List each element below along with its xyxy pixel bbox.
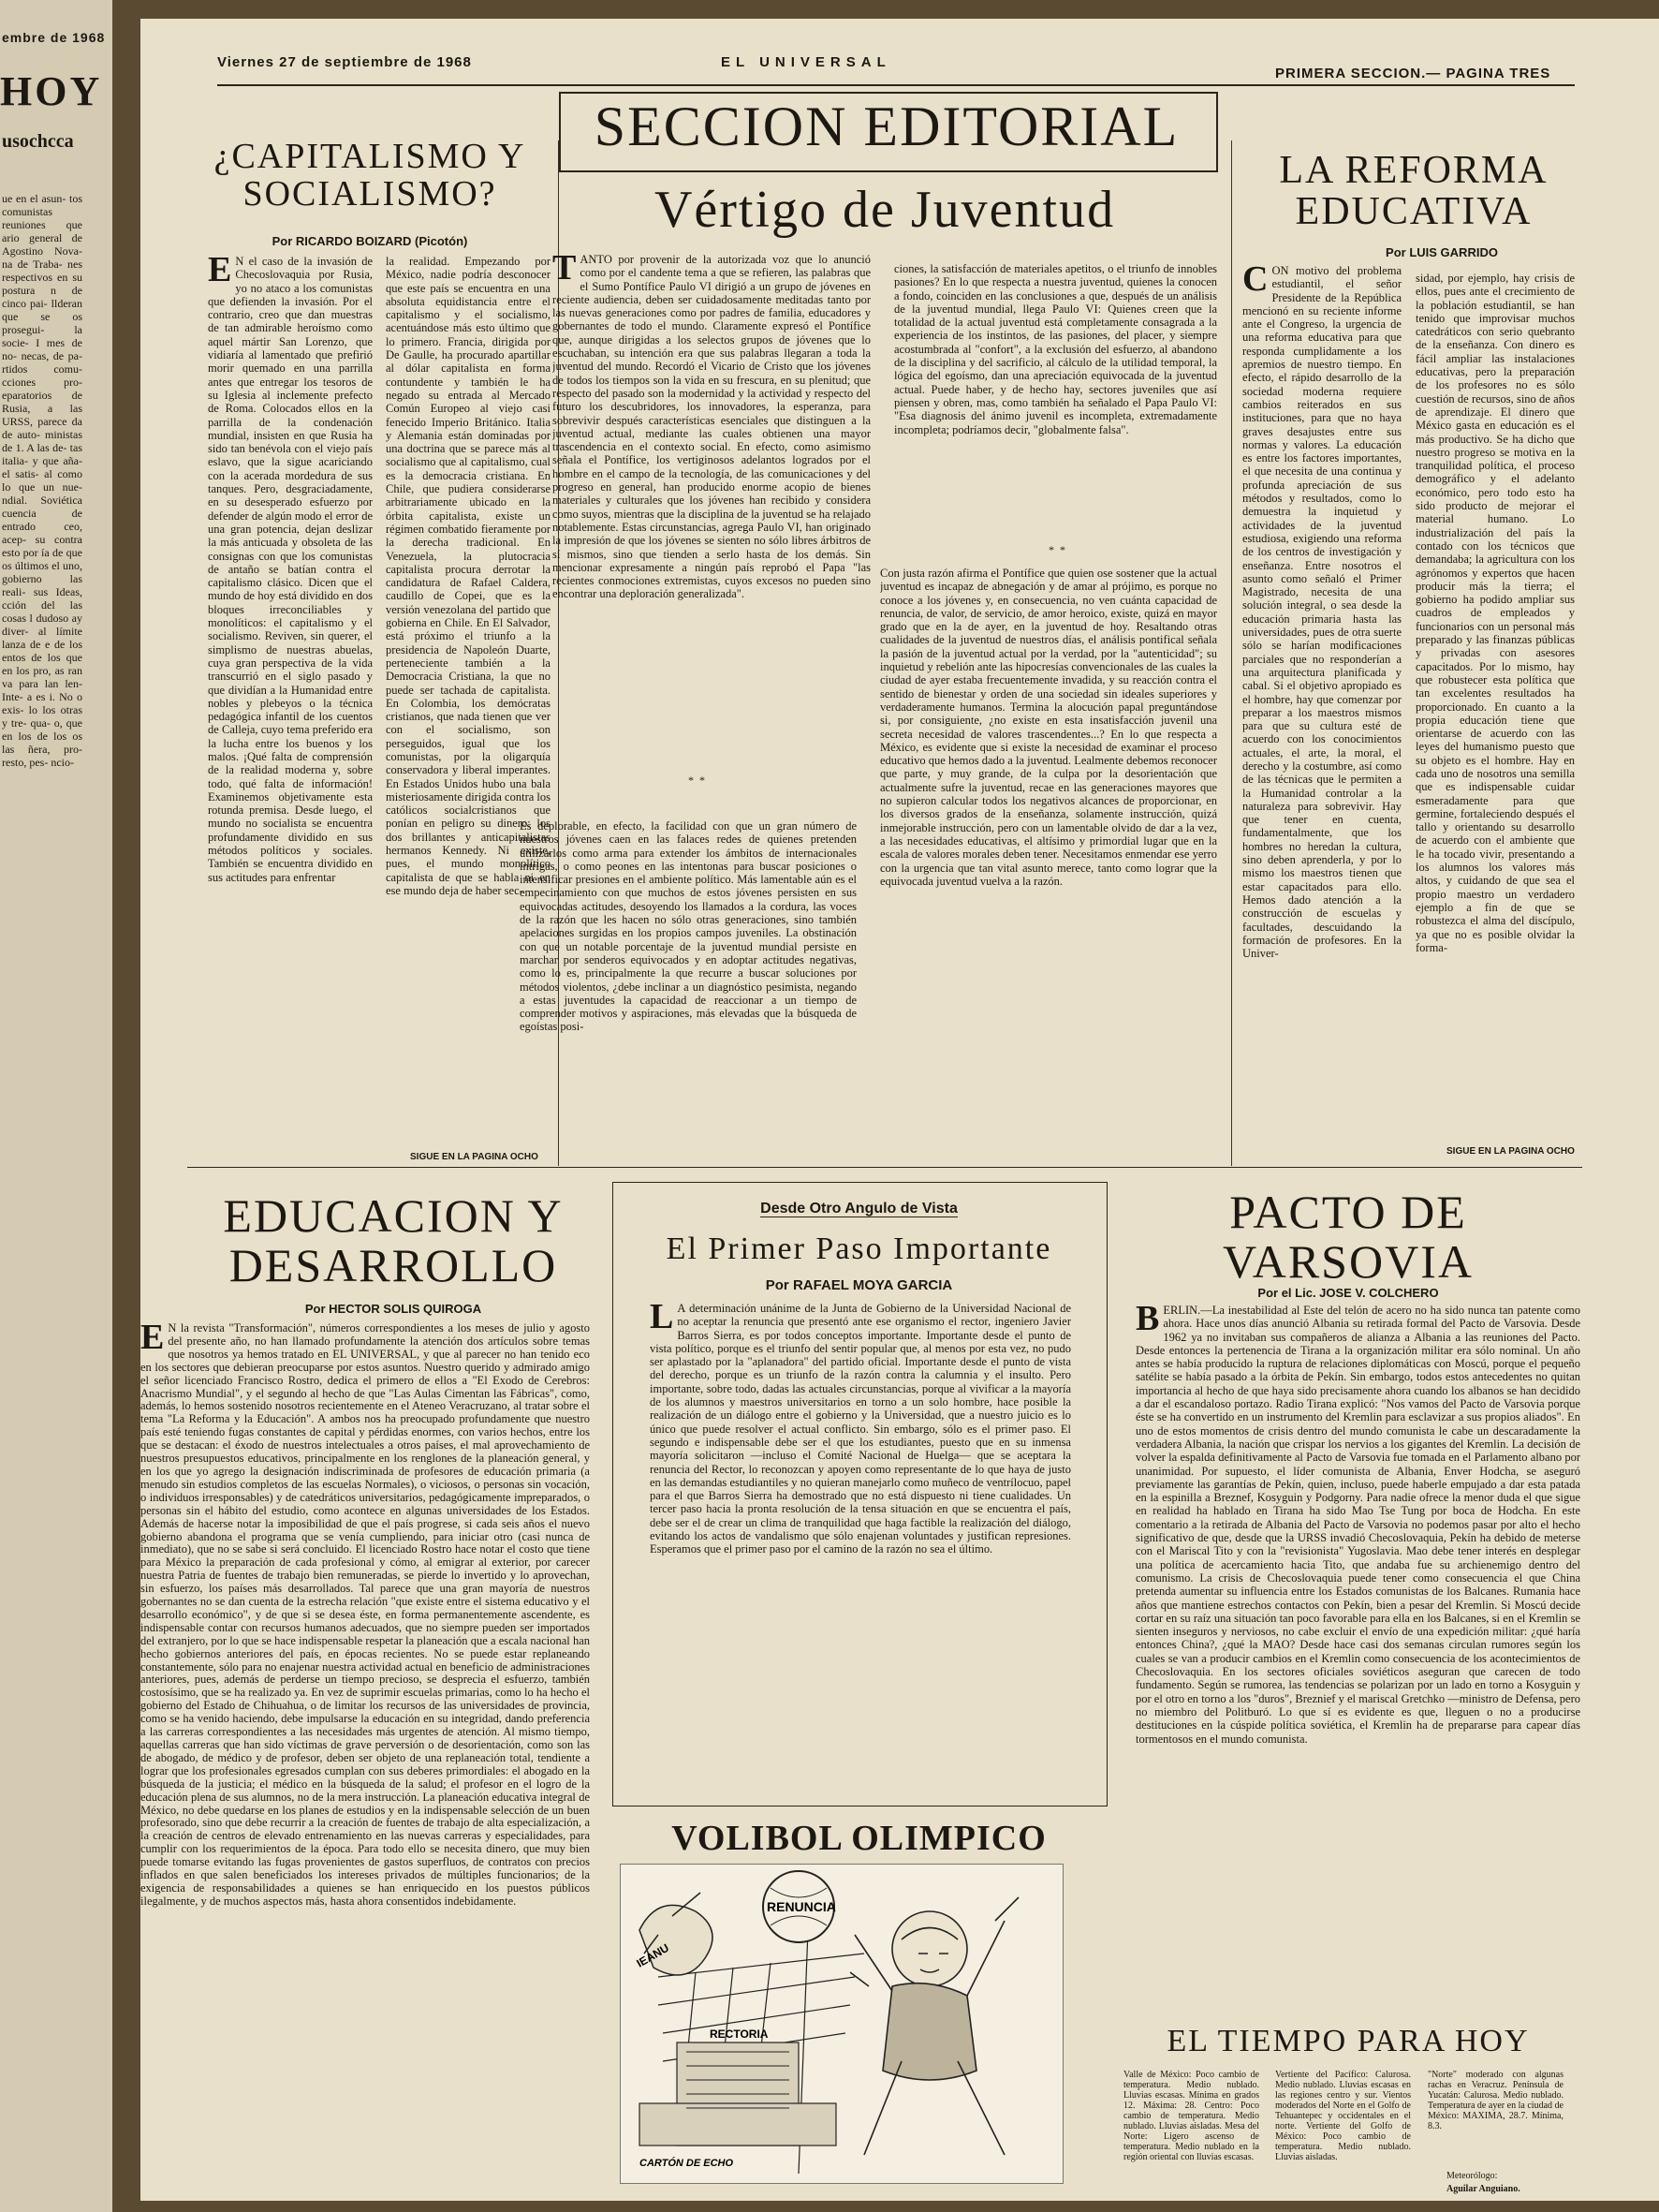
volibol-title: VOLIBOL OLIMPICO — [671, 1819, 1047, 1858]
pacto-body: BERLIN.—La inestabilidad al Este del telón de acero no ha sido nunca tan patente como ahora. Hace unos días anunció Albania su retirada formal del Pacto de Varsovia. Desde 1962 ya no invitaban sus compañeros de alianza a Albania a las reuniones del Pacto. Desde entonces la pertenencia de Tirana a la organización militar era sólo nominal. Un año antes se había producido la ruptura de relaciones diplomáticas con Moscú, porque el pequeño satélite se había pasado a la órbita de Pekín. Sin embargo, todos estos antecedentes no quitan importancia al hecho de que haya sido precisamente ahora cuando los albanos se han decidido a dar el escandaloso portazo. Radio Tirana explicó: "Nos vamos del Pacto de Varsovia porque éste se ha convertido en un instrumento del Kremlin para esclavizar a sus propios aliados". En uno de estos momentos de crisis dentro del mundo comunista le cabe un descaradamente la verdadera Albania, la nación que crispar los nervios a los gigantes del Kremlin. La decisión de volver la espalda definitivamente al Pacto de Varsovia fue tomada en el Parlamento albano por unanimidad. Por supuesto, el líder comunista de Albania, Enver Hodcha, se aseguró previamente las garantías de Pekín, quien, incluso, puede haberle empujado a dar esta patada en la espinilla a Breznef, Kosyguin y Podgorny. Para nadie ofrece la menor duda el que sigue en realidad ha hablado en Tirana ha sido Mao Tse Tung por boca de Hodcha. En este comentario a la retirada de Albania del Pacto de Varsovia no podemos pasar por alto el hecho significativo de que, desde que la URSS invadió Checoslovaquia, Pekín ha debido de meterse con el Mariscal Tito y con la "revisionista" Yugoslavia. Mao debe tener interés en desplegar una política de acercamiento hacia Tito, que andaba fue su archienemigo dentro del comunismo. La crisis de Checoslovaquia puede tener como consecuencia el que China pretenda aumentar su influencia entre los Estados comunistas de los Balcanes. Rumania hace años que mantiene estrechos contactos con Pekín, bien a pesar del Kremlin. Si Moscú decide cortar en su raíz una situación tan poco favorable para ella en los Balcanes, si en el Kremlin se sienten inseguros y nerviosos, no cabe excluir el envío de una expedición militar: ¿qué haría entonces China?, ¿qué la MAO? Desde hace casi dos semanas circulan rumores según los cuales se van a producir cambios en el Kremlin como consecuencia de los acontecimientos de Checoslovaquia. En los sectores oficiales soviéticos aseguran que carecen de todo fundamento. Según se rumorea, las tendencias se polarizan por un lado en torno a Kosyguin y por el otro en torno a los "duros", Breznief y el mariscal Gretchko —ministro de Defensa, pero no miembro del Politburó. Lo que sí es evidente es que, lleguen o no a producirse destituciones en la cúspide política soviética, el Kremlin ha de prepararse para capear días tormentosos en el mundo comunista. — [1136, 1304, 1580, 1746]
section-asterisks: * * — [1049, 543, 1065, 556]
cartoon-drawing — [621, 1865, 1063, 2183]
strip-text: ue en el asun- tos comunistas reuniones que ario general de Agostino Nova- na de Traba- nes respectivos en su postura n de cinco pai- llderan que se os prosegui- la socie- I mes de no- necas, de pa- rtidos comu- cciones pro- eparatorios de Rusia, a las URSS, parece da de auto- ministas de 1. A las de- tas italia- y que aña- el satis- al como lo que un nue- ndial. Soviética cuencia de entrado ceo, acep- su contra esto por ía de que os últimos el uno, gobierno las reali- sus Ideas, cción del las cosas l dudoso ay diver- al límite lanza de e de los entos de los que en los pro, as ran va para lan len- Inte- a es i. No o exis- lo los otras y tre- qua- o, que en los de los os las ñera, pro- resto, pes- ncio- — [2, 192, 82, 769]
tiempo-column-2: Vertiente del Pacífico: Calurosa. Medio nublado. Lluvias escasas en las regiones centro y sur. Vientos moderados del Norte en el Golfo de Tehuantepec y occidentales en el norte. Vertiente del Golfo de México: Poco cambio de temperatura. Medio nublado. Lluvias aisladas. — [1275, 2070, 1411, 2162]
header-rule — [217, 84, 1575, 86]
ball-renuncia — [763, 1871, 836, 1942]
cartoon-signature: CARTÓN DE ECHO — [639, 2158, 734, 2169]
masthead-title: SECCION EDITORIAL — [594, 96, 1180, 157]
tiempo-title: EL TIEMPO PARA HOY — [1167, 2024, 1530, 2058]
pacto-byline: Por el Lic. JOSE V. COLCHERO — [1257, 1286, 1439, 1300]
vertigo-column-1: TANTO por provenir de la autorizada voz que lo anunció como por el candente tema a que se refieren, las palabras que el Sumo Pontífice Paulo VI dirigió a un grupo de jóvenes en reciente audiencia, deben ser cuidadosamente meditadas tanto por las nuevas generaciones como por padres de familia, educadores y gobernantes de todo el mundo. Claramente expresó el Pontífice que, aunque dirigidas a los selectos grupos de jóvenes que lo escuchaban, su intención era que sus palabras llegaran a toda la juventud del mundo. Recordó el Vicario de Cristo que los jóvenes de todos los tiempos son la vida en su frescura, en su plenitud; que respecto del pasado son la modernidad y la actividad y respecto del futuro los descubridores, los innovadores, la esperanza, para sobrevivir después características esenciales que distinguen a la juventud actual, mediante las cuales obtienen una mayor trascendencia en el contexto social. En efecto, como asimismo señala el Pontífice, los vertiginosos adelantos logrados por el hombre en el campo de la tecnología, de las comunicaciones y del progreso en general, han producido enorme acopio de bienes materiales y culturales que los jóvenes han recibido y considera como suyos, mientras que la disciplina de la juventud se ha relajado notablemente. Estas circunstancias, agrega Paulo VI, han originado la impresión de que los jóvenes se sienten no sólo libres árbitros de sí mismos, sino que tienden a serlo hasta de los demás. Sin mencionar expresamente a ningún país reprobó el Papa "las recientes conmociones extremistas, cuyos excesos no pueden sino encontrar una deploración generalizada". — [552, 253, 871, 601]
tiempo-column-3: "Norte" moderado con algunas rachas en Veracruz. Península de Yucatán: Calurosa. Medio nublado. Temperatura de ayer en la ciudad de México: MAXIMA, 28.7. Mínima, 8.3. — [1428, 2070, 1564, 2131]
reforma-column-2: sidad, por ejemplo, hay crisis de ellos, pues ante el crecimiento de la población estudiantil, se han tenido que improvisar muchos catedráticos con serio quebranto de la enseñanza. Con dinero es fácil ampliar las instalaciones educativas, pero la preparación de los profesores no es sólo cuestión de recursos, sino de años de aprendizaje. El dinero que México gasta en educación es el más productivo. Se ha dicho que nuestro progreso se motiva en la tranquilidad política, el proceso demográfico y el adelanto económico, pero todo esto ha sido producto de mejorar el material humano. Lo industrialización del país la contado con los técnicos que demandaba; la agricultura con los agrónomos y expertos que hacen producir más la tierra; el gobierno ha podido ampliar sus cuadros de empleados y funcionarios con un personal más preparado y las finanzas públicas y privadas con asesores capacitados. Por lo mismo, hay que robustecer esta política que tan excelentes resultados ha proporcionado. En cuanto a la propia educación tiene que orientarse de acuerdo con las leyes del humanismo puesto que su objeto es el hombre. Hay en cada uno de nosotros una semilla que es indispensable cuidar esmeradamente para que germine, fortaleciendo después el tallo y orientando su desarrollo de acuerdo con el ambiente que le ha tocado vivir, presentando a los alumnos los valores más altos, y cuidando de que sea el propio maestro un verdadero ejemplo a fin de que se robustezca el alma del discípulo, ya que no es posible olvidar la forma- — [1416, 272, 1575, 954]
reforma-continued: SIGUE EN LA PAGINA OCHO — [1446, 1146, 1575, 1157]
reforma-title: LA REFORMA EDUCATIVA — [1279, 149, 1549, 234]
header-paper-name: EL UNIVERSAL — [721, 54, 891, 70]
horizontal-divider — [187, 1167, 1582, 1168]
capitalismo-title: ¿CAPITALISMO Y SOCIALISMO? — [213, 137, 526, 214]
pacto-title: PACTO DE VARSOVIA — [1223, 1186, 1474, 1288]
vertigo-column-3: Es deplorable, en efecto, la facilidad con que un gran número de nuestros jóvenes caen en las falaces redes de quienes pretenden utilizarlos como arma para extender los ámbitos de internacionales intrigas, o como peones en las intentonas para buscar posiciones o intensificar presiones en el ambiente político. Más lamentable aún es el empecinamiento con que muchos de estos jóvenes persisten en sus equivocadas actitudes, desoyendo los llamados a la cordura, las voces de la razón que les hacen no sólo otras generaciones, sino también apelaciones surgidas en los propios campos juveniles. La obstinación con que un notable porcentaje de la juventud mundial persiste en marchar por senderos equivocados y en adoptar actitudes negativas, como lo es, principalmente la que recurre a buscar soluciones por métodos violentos, ¿debe inclinar a un diagnóstico pesimista, negando a estas juventudes la capacidad de reaccionar a un tiempo de comprender motivos y aspiraciones, más elevadas que la búsqueda de egoístas posi- — [520, 819, 857, 1034]
strip-headline: HOY — [0, 68, 103, 114]
vertigo-column-4: Con justa razón afirma el Pontífice que quien ose sostener que la actual juventud es incapaz de abnegación y de amar al prójimo, es porque no conoce a los jóvenes y, en consecuencia, no ven cuánta capacidad de renuncia, de valor, de servicio, de amor heroico, existe, quizá en mayor grado que en la de ayer, en la juventud de hoy. Resaltando otras cualidades de la juventud de nuestros días, el análisis pontifical señala la pasión de la juventud actual por la verdad, por la "autenticidad"; su inquietud y rebelión ante las hipocresías convencionales de las cuales la ciudad de ayer estaba frecuentemente invadida, y su reacción contra el sentido de bienestar y orden de una sociedad sin ideales superiores y verdaderamente humanos. Termina la alocución papal preguntándose si, por consiguiente, ¿no existe en esta insatisfacción juvenil una secreta necesidad de valores trascendentes...? En lo que respecta a México, es evidente que si existe la necesidad de examinar el proceso educativo que hemos dado a la juventud. Lealmente debemos reconocer que parte, y muy grande, de la culpa por la desorientación que actualmente sufre la juventud, recae en las generaciones mayores que no supieron calcular todos los negativos alcances de proporcionar, en los diversos grados de la enseñanza, solamente instrucción, quizá inmejorable instrucción, pero con un lamentable olvido de dar a la vez, a las necesidades educativas, el altísimo y primordial lugar que en la escala de valores morales deben tener. Necesitamos enmendar ese yerro con la urgencia que tan vital asunto merece, tanto como lograr que la equivocada juventud vuelva a la razón. — [880, 567, 1217, 888]
tiempo-credit-label: Meteorólogo: — [1446, 2171, 1498, 2181]
strip-date: embre de 1968 — [2, 30, 106, 45]
educacion-body: EN la revista "Transformación", números correspondientes a los meses de julio y agosto del presente año, no han llamado profundamente la atención dos artículos sobre temas que nosotros ya hemos tratado en EL UNIVERSAL, y que al parecer no han tenido eco en los sectores que debieran preocuparse por estos asuntos. Nuestro querido y admirado amigo el señor licenciado Francisco Rostro, dedica el primero de ellos a "El Exodo de Cerebros: Anacrismo Mundial", y el segundo al hecho de que "Las Aulas Cimentan las Fábricas", como, además, lo hemos sostenido nosotros recientemente en el Ateneo Veracruzano, al tratar sobre el tema "La Reforma y la Educación". A ambos nos ha preocupado profundamente que nuestro país esté teniendo fugas constantes de capital y pérdidas enormes, con varios hechos, entre los que se destacan: el éxodo de nuestros intelectuales a otros países, el mal aprovechamiento de nuestros presupuestos educativos, principalmente en los renglones de la planeación general, y en los que yo agrego la designación indiscriminada de profesores de educación primaria (a menudo sin estudios completos de las escuelas Normales), o viciosos, o personas sin vocación, o individuos irresponsables) y de catedráticos universitarios, pedagógicamente impreparados, o personas sin el hábito del estudio, como acontece en algunas universidades de los Estados. Además de hacerse notar la imposibilidad de que el país progrese, si cada seis años el nuevo gobierno abandona el programa que se venía cumpliendo, para iniciar otro (casi nunca de inmediato), que no se sabe si será concluido. El licenciado Rostro hace notar el costo que tiene para México la preparación de cada profesional y cómo, al emigrar al exterior, por carecer nuestra Patria de fuentes de trabajo bien remuneradas, se pierde lo invertido y lo aprovechan, sin esfuerzo, los países más desarrollados. Tal parece que una gran mayoría de nuestros gobernantes no se dan cuenta de la estrecha relación "que existe entre el sistema educativo y el desarrollo económico", y de que si se desea éste, en forma permanentemente ascendente, es indispensable contar con recursos humanos adecuados, que no siempre pueden ser importados del extranjero, por lo que se hace indispensable respetar la planeación que a escala nacional han hecho gobiernos anteriores del país, en épocas recientes. No se puede estar replaneando constantemente, sólo para no enajenar nuestra actividad actual en beneficio de administraciones anteriores, pues, además de perderse un tiempo precioso, se desprecia el esfuerzo, también costosísimo, que se ha realizado ya. En vez de suprimir escuelas primarias, como lo ha hecho el gobierno del Estado de Chihuahua, o de limitar los recursos de las universidades de provincia, como se ha venido haciendo, debe impulsarse la educación en su integridad, dando preferencia a las carreras correspondientes a las necesidades más urgentes de atención. Al mismo tiempo, aquellas carreras que han sido víctimas de grave perversión o de desorientación, como son las de abogado, de médico y de profesor, deben ser objeto de una replaneación total, tendiente a lograr que los profesionales egresados cumplan con sus deberes primordiales: el abogado en la búsqueda de la justicia; el médico en la búsqueda de la salud; el profesor en el logro de la educación plena de sus alumnos, no de la mera instrucción. La planeación educativa integral de México, no debe quedarse en los planes de estudios y en la indispensable selección de un buen profesorado, sino que debe recurrir a la creación de fuentes de trabajo de alta especialización, a la creación de centros de elevado entrenamiento en las nuevas carreras y especialidades, para cumplir con los requerimientos de la época. Para todo ello se necesita dinero, que muy bien puede tomarse evitando las fugas provenientes de gastos superfluos, de contratos con precios inflados en que salen beneficiados los intereses privados de múltiples funcionarios; de la exigencia de responsabilidades a quienes se han enriquecido en los puestos públicos ilegalmente, y de muchos aspectos más, hasta ahora consentidos indebidamente. — [140, 1322, 590, 1908]
adjacent-page-strip — [0, 0, 112, 2212]
header-section: PRIMERA SECCION.— PAGINA TRES — [1275, 66, 1551, 81]
capitalismo-continued: SIGUE EN LA PAGINA OCHO — [410, 1152, 538, 1162]
tiempo-credit-name: Aguilar Anguiano. — [1446, 2184, 1520, 2194]
educacion-title: EDUCACION Y DESARROLLO — [223, 1189, 564, 1291]
tiempo-column-1: Valle de México: Poco cambio de temperatura. Medio nublado. Lluvias escasas. Mínima en grados 12. Máxima: 28. Centro: Poco cambio de temperatura. Medio nublado. Lluvias aisladas. Mesa del Norte: Ligero ascenso de temperatura. Medio nublado en la región oriental con lluvias escasas. — [1123, 2070, 1259, 2162]
column-divider — [1231, 140, 1232, 1166]
vertigo-title: Vértigo de Juventud — [653, 181, 1116, 239]
strip-subheadline: usochcca — [2, 131, 74, 152]
reforma-column-1: CON motivo del problema estudiantil, el señor Presidente de la República mencionó en su reciente informe ante el Congreso, la urgencia de una reforma educativa para que responda cumplidamente a los apremios de nuestro tiempo. En efecto, el rápido desarrollo de la sociedad moderna requiere cambios reiterados en sus instituciones, para que no haya graves desajustes entre sus normas y valores. La educación es entre los factores importantes, el que necesita de una continua y profunda apreciación de sus métodos y resultados, como lo demuestra la inquietud y actividades de la juventud estudiosa, exigiendo una reforma de los centros de investigación y enseñanza. Entre nosotros el asunto como señaló el Primer Magistrado, necesita de una solución integral, o sea desde la educación primaria hasta las universidades, pues de otra suerte sólo se harían modificaciones parciales que no responderían a una arquitectura planificada y cabal. Si el objetivo apropiado es el hombre, hay que comenzar por preparar a los maestros mismos para que su cultura esté de acuerdo con los conocimientos actuales, el arte, la moral, el derecho y la costumbre, así como de las técnicas que le permiten a la Humanidad controlar a la naturaleza para sobrevivir. Hay que tener en cuenta, fundamentalmente, que los hombres no heredan la cultura, sino deben aprenderla, y por lo mismo los maestros tienen que estar capacitados para ello. Hemos dado atención a la construcción de escuelas y facultades, descuidando la formación de profesores. En la Univer- — [1242, 264, 1402, 961]
primer-paso-body: LA determinación unánime de la Junta de Gobierno de la Universidad Nacional de no aceptar la renuncia que presentó ante ese organismo el rector, ingeniero Javier Barros Sierra, es por todos conceptos importante. Importante desde el punto de vista político, porque es el triunfo del sentir popular que, al menos por esta vez, no pudo ser aplastado por la "aplanadora" del partido oficial. Importante desde el punto de vista del derecho, porque es un triunfo de la razón contra la calumnia y el insulto. Pero importante, sobre todo, dadas las actuales circunstancias, porque al vivificar a la mayoría de los alumnos y maestros universitarios en torno a un solo hombre, hace posible la realización de un diálogo entre el gobierno y la Universidad, que a nuestro juicio es lo único que puede resolver el actual conflicto. Sin embargo, sólo es el primer paso. El segundo e indispensable debe ser el que los estudiantes, puesto que en su inmensa mayoría solicitaron —incluso el Comité Nacional de Huelga— que se aceptara la renuncia del Rector, lo reconozcan y apoyen como representante de lo que haya de justo en las demandas estudiantiles y no quieran manejarlo como muñeco de ventrílocuo, papel para el que Barros Sierra ha demostrado que no está dispuesto ni tiene cualidades. Un tercer paso hacia la pronta resolución de la tensa situación en que se encuentra el país, debe ser el de crear un clima de tranquilidad que haga factible la realización del diálogo, evitando los actos de vandalismo que sólo enajenan voluntades y justifican represiones. Esperamos que el primer paso por el camino de la razón no sea el último. — [650, 1302, 1071, 1556]
capitalismo-column-2: la realidad. Empezando por México, nadie podría desconocer que este país se encuentra en una absoluta equidistancia entre el capitalismo y el socialismo, acentuándose más esto último que lo primero. Francia, dirigida por De Gaulle, ha procurado apartillar al dólar capitalista en forma contundente y también le ha negado su entrada al Mercado Común Europeo al viejo casi fenecido Imperio Británico. Italia y Alemania están dominadas por una doctrina que se parece más al socialismo que al capitalismo, cual es la democracia cristiana. En Chile, que pudiera considerarse arbitrariamente ubicado en la órbita capitalista, existe un régimen combatido fieramente por la derecha tradicional. En Venezuela, la plutocracia capitalista procura derrotar la candidatura de Rafael Caldera, caudillo de Copei, que es la versión venezolana del partido que gobierna en Chile. En El Salvador, está próximo el triunfo a la presidencia de Napoleón Duarte, perteneciente también a la Democracia Cristiana, la que no puede ser tachada de capitalista. En Colombia, los demócratas cristianos, que nada tienen que ver con el socialismo, son perseguidos, igual que los comunistas, por la oligarquía conservadora y liberal imperantes. En Estados Unidos hubo una bala misteriosamente dirigida contra los católicos socialcristianos que ponían en peligro su dinero: los dos brillantes y anticapitalistas hermanos Kennedy. Ni existe, pues, el mundo monolítico capitalista de que se habla ni en ese mundo deja de haber sec- — [386, 255, 551, 897]
primer-paso-byline: Por RAFAEL MOYA GARCIA — [765, 1277, 953, 1293]
reforma-byline: Por LUIS GARRIDO — [1386, 245, 1498, 259]
educacion-byline: Por HECTOR SOLIS QUIROGA — [304, 1302, 482, 1316]
header-date: Viernes 27 de septiembre de 1968 — [217, 54, 472, 70]
capitalismo-byline: Por RICARDO BOIZARD (Picotón) — [272, 234, 468, 248]
renuncia-label: RENUNCIA — [767, 1899, 836, 1914]
volibol-cartoon — [620, 1864, 1064, 2184]
primer-paso-kicker: Desde Otro Angulo de Vista — [760, 1201, 958, 1217]
capitalismo-column-1: EN el caso de la invasión de Checoslovaquia por Rusia, yo no ataco a los comunistas que defienden la invasión. Por el contrario, creo que dan muestras de tan admirable heroísmo como aquel mártir San Lorenzo, que vidiaría al lamentado que prefirió morir quemado en una parrilla antes que entregar los tesoros de su Iglesia al inclemente prefecto de Roma. Colocados ellos en la parrilla de la condenación mundial, insisten en que Rusia ha sido tan benévola con el viejo país eslavo, que la sigue acariciando con la acerada mordedura de sus tanques. Pero, desgraciadamente, en su desesperado esfuerzo por defender de algún modo el error de una gran potencia, dejan deslizar la más anticuada y obsoleta de las consignas con que los comunistas de antaño se batían contra el capitalismo clásico. Dicen que el mundo de hoy está dividido en dos bloques irreconciliables y monolíticos: el capitalismo y el socialismo. Reviven, sin querer, el simplismo de nuestras abuelas, cuya gran perspectiva de la vida transcurrió en el siglo pasado y que dividían a la Humanidad entre nobles y plebeyos o la técnica pedagógica infantil de los cuentos de Calleja, cuyo tema preferido era la lucha entre los buenos y los malos. ¡Qué falta de comprensión de la realidad moderna y, sobre todo, qué falta de información! Examinemos objetivamente esta rotunda premisa. Desde luego, el mundo no socialista se encuentra profundamente dividido en sus métodos políticos y sociales. También se encuentra dividido en sus actitudes para enfrentar — [208, 255, 373, 884]
vertigo-column-2: ciones, la satisfacción de materiales apetitos, o el triunfo de innobles pasiones? En lo que respecta a nuestra juventud, quienes la conocen a fondo, coinciden en las conclusiones a que, después de un análisis de la juventud mundial, llega Paulo VI: Quienes creen que la totalidad de la actual juventud está completamente consagrada a la experiencia de los instintos, de las pasiones, del placer, y siempre acostumbrada al "confort", a la exclusión del esfuerzo, al abandono de la disciplina y del sacrificio, al cálculo de la utilidad temporal, la lógica del egoísmo, dan una apreciación equivocada de la juventud actual. Puede haber, y de hecho hay, sectores juveniles que así piensen y obren, mas, como también ha señalado el Papa Paulo VI: "Esa diagnosis del ánimo juvenil es incompleta, extremadamente incompleta; podríamos decir, "globalmente falsa". — [894, 262, 1217, 436]
primer-paso-title: El Primer Paso Importante — [666, 1231, 1052, 1266]
section-asterisks: * * — [688, 774, 705, 787]
ieanu-label: IEANU — [634, 1940, 671, 1970]
rectoria-label: RECTORIA — [710, 2028, 769, 2041]
